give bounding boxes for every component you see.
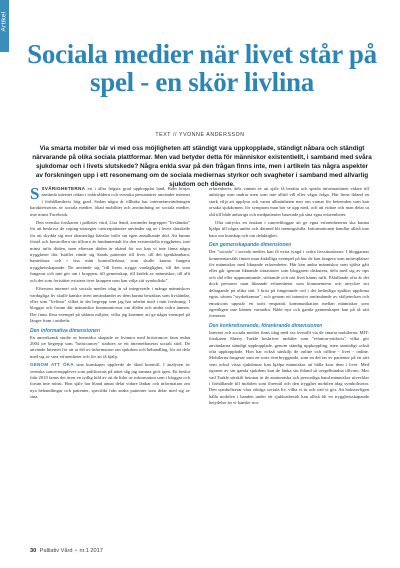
right-text-column	[209, 186, 369, 409]
right-paragraph-3: Det "sociala" i sociala medier kan få extra tyngd i svåra livssituationer. I bloggarnas kommentarsfält finner man åtskilliga exempel på hur de kan fungera som mötesplatser för människor med liknande erfarenheter. Här kan andra människor som själva gått eller går igenom liknande situationer som bloggaren diskutera, dela med sig av tips och råd eller uppmuntrande, stöttande och när livet känns tufft. Påfallande ofta är det dock personer utan liknande erfarenheter som kommenterar och utrycker sitt deltagande på olika sätt. I brist på fungerande ord i det befintliga språket uppfinna egna, såsom "styrkekramar", och genom ett intensivt användande av skiljetecken och emoticons uppstår en sorts empatisk kommunikation mellan människor som egentligen inte känner varandra. Både nya och gamla gemenskaper kan på så sätt formeras.	[209, 249, 369, 319]
article-byline: TEXT // YVONNE ANDERSSON	[155, 132, 245, 138]
section-tab	[0, 0, 9, 52]
footer-separator: •	[75, 548, 77, 554]
subheading-concretizing: Den konkretiserande, förankrande dimensionen	[209, 322, 323, 329]
left-paragraph-1	[30, 186, 190, 218]
section-tab-label: Artikel	[0, 11, 8, 32]
article-headline: Sociala medier när livet står på spel - en skör livlina	[27, 39, 377, 97]
right-paragraph-1: erfarenheter, dels väntan av att själv få berätta och sprida informationen vidare till anhöriga som undrar men som inte alltid vill eller vågar fråga. Här finns ibland en stark vilja att upplysa och varna allmänheten mer om varnar för beteenden som kan orsaka sjukdomen, för symptom man bör se upp med, och att vidare och man delar ut råd till både anhöriga och medpatienter baserade på sina egna erfarenheter.	[209, 186, 369, 217]
lead-in-word: SVÅRIGHETERNA	[41, 186, 86, 191]
article-ingress: Via smarta mobiler bär vi med oss möjligheten att ständigt vara uppkopplade, ständigt nåbara och ständigt närvarande på olika sociala plattformar. Men vad betyder detta för människor existentiellt, i samband med svåra sjukdomar och i livets slutskede? Några enkla svar på den frågan finns inte, men i artikeln tas några aspekter av forskningen upp i ett resonemang om de sociala mediernas styrkor och svagheter i samband med allvarlig sjukdom och döende.	[32, 145, 372, 188]
left-text-column	[30, 186, 190, 403]
magazine-name: Palliativ Vård	[39, 548, 73, 554]
right-paragraph-4: Internet och sociala medier finns idag med oss överallt via de smarta mobilerna. MIT-forskaren Sherry Turkle beskriver mobiler som "relation-artifacts" vilka gör användarna ständigt uppkopplade, genom ständig uppkoppling, men samtidigt också ofta uppkopplade. Hon har också särskiljt de online och offline - livet - online. Mobilerna fungerar som en sorts överbryggande, som en del tas av patienter på ett sätt som också vissa sjukdomar kan hjälpa människor att hålla kvar dem i livet. Med ögonen av sin gamla sjukdom kan de länka sin ibland så oregelbundna tillvaro. Mer vad Turkle särskilt betonar är de anatomiska och personliga band människor utvecklar i förhållande till mobilen som föremål och den trygghet mobilen idag symboliserar. Den symboliserar våra viktiga sociala liv, vilka vi är och vad vi gör. Att bokstavligen hålla mobilen i handen under ett sjukhusbesök kan alltså bli en trygghetsskapande betydelse än vi kanske tror.	[209, 329, 369, 406]
drop-cap: S	[30, 184, 40, 203]
left-paragraph-3: Eftersom internet och sociala medier idag är så integrerade i många människors vardagliga liv skulle kanske även användandet av dem kunna betraktas som livsländar, eller som "livlinor" vilket är det begrepp som jag har arbetat med i min forskning. I bloggar och forum där människor kommunicerar om döden och andra svåra ämnen. Det finns flera exempel på sådana miljöer, vilka jag kommer att ge några exempel på längre fram i artikeln.	[30, 286, 190, 324]
left-paragraph-4: En amerikansk studie av hemsidor skapade av kvinnor med bröstcancer fann redan 2004 tre begrepp som "bröstcancer" stärktes av ett internetbaserat socialt stöd. De använde Internet för att ta del av information om sjukdom och behandling, för att dela med sig av sina erfarenheter och för att få hjälp.	[30, 334, 190, 359]
page-number: 30	[30, 548, 37, 554]
issue-label: nr.1 2017	[79, 548, 103, 554]
lead-in-inline: GENOM ATT ÖKA	[30, 362, 74, 368]
left-paragraph-5	[30, 362, 190, 400]
left-paragraph-5-text: sina kunskaper upplevde de ökad kontroll. I analysen av svenska canceroupplever som publicerats på nätet såg jag samma gick igen. Ett beslut från 2010 fanns det även en tydlig bild av att de lider av information som i bloggar och forum inte minst. Hon själv har bland annat delat vidare länkar och information om nya behandlingar och patienter, specifikt från andra patienter som delar med sig av sina	[30, 362, 190, 400]
subheading-community: Den gemenskapande dimensionen	[209, 242, 292, 249]
subheading-informative: Den informativa dimensionen	[30, 327, 101, 334]
right-paragraph-2: Ofta uttrycks en önskan i cancerbloggar att ge egna erfarenheterna ska kunna hjälpa till några andra och därmed bli meningsfulla. Informationen handlar alltså inte bara om kunskap och om delaktighet.	[209, 220, 369, 238]
left-paragraph-1-text: ett i allra högsta grad uppkopplat land. Barn börjar använda internet redan i tvåårsåldern och svenska pensionärer använder internet i förhållandevis hög grad. Sedan några år tillbaka har internetanvändningen karakteriserats av sociala medier, ökad mobilitet och användning av sociala medier, inte minst Facebook.	[30, 186, 190, 217]
page-footer	[30, 548, 103, 554]
left-paragraph-2: Den svenska forskaren i palliativ vård, Lisa Sand, använder begreppet "livsländar" för att beskriva de coping-strategier cancerpatienter använder sig av i livets slutskede för att skydda sig mot ohanterliga känslor inför sin egen annalkande död. Att kunna förstå och kontrollera sin tillvaro är fundamentalt för den existentiella tryggheten, inte minst inför döden, men efterson döden är okänd för oss kan vi inte finna några tryggheter där. Istället vände sig Sands patienter till livet, till det igenkännbara, hanterbara och i viss mån kontrollerbara, som skulle kunna fungera trygghetsskapande. De använde sig "till livets trygga vardaglighet, till det som fungerar och inte gör ont i kroppen, till gemenskap, till kärlek av människor, till allt och det som fortsätter existera över kroppen som kan välja sitt symboliskt".	[30, 220, 190, 283]
